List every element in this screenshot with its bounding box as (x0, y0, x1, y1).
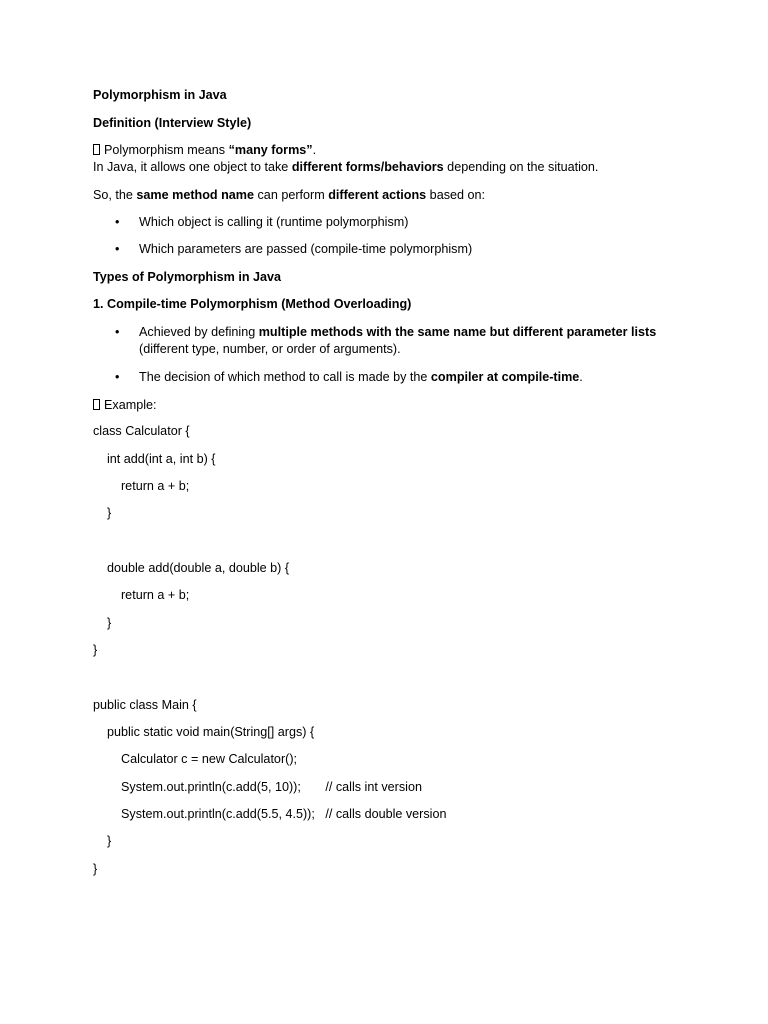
missing-glyph-icon (93, 399, 100, 410)
code-line: System.out.println(c.add(5, 10)); // calls int version (93, 780, 422, 794)
code-line: } (93, 834, 112, 848)
list-item: The decision of which method to call is made by the compiler at compile-time. (139, 370, 583, 384)
list-item: Which object is calling it (runtime polymorphism) (139, 215, 409, 229)
code-line: return a + b; (93, 479, 190, 493)
code-line: int add(int a, int b) { (93, 452, 216, 466)
code-line: } (93, 862, 98, 876)
so-line: So, the same method name can perform different actions based on: (93, 188, 486, 202)
list-item-continuation: (different type, number, or order of arguments). (139, 342, 401, 356)
bullet-marker: • (115, 325, 120, 339)
document-title: Polymorphism in Java (93, 88, 227, 102)
code-line: } (93, 506, 112, 520)
definition-heading: Definition (Interview Style) (93, 116, 252, 130)
code-line: return a + b; (93, 588, 190, 602)
code-line: } (93, 616, 112, 630)
code-line: Calculator c = new Calculator(); (93, 752, 298, 766)
code-line: System.out.println(c.add(5.5, 4.5)); // calls double version (93, 807, 447, 821)
code-line: class Calculator { (93, 424, 190, 438)
list-item: Which parameters are passed (compile-time polymorphism) (139, 242, 473, 256)
definition-line-1: Polymorphism means “many forms”. (93, 142, 316, 159)
missing-glyph-icon (93, 144, 100, 155)
code-line: public static void main(String[] args) { (93, 725, 315, 739)
definition-line-2: In Java, it allows one object to take different forms/behaviors depending on the situation. (93, 160, 599, 174)
compile-time-heading: 1. Compile-time Polymorphism (Method Overloading) (93, 297, 412, 311)
code-line: public class Main { (93, 698, 197, 712)
bullet-marker: • (115, 370, 120, 384)
code-line: } (93, 643, 98, 657)
bullet-marker: • (115, 242, 120, 256)
list-item: Achieved by defining multiple methods with the same name but different parameter lists (139, 325, 657, 339)
bullet-marker: • (115, 215, 120, 229)
types-heading: Types of Polymorphism in Java (93, 270, 282, 284)
code-line: double add(double a, double b) { (93, 561, 290, 575)
example-label: Example: (93, 397, 157, 414)
